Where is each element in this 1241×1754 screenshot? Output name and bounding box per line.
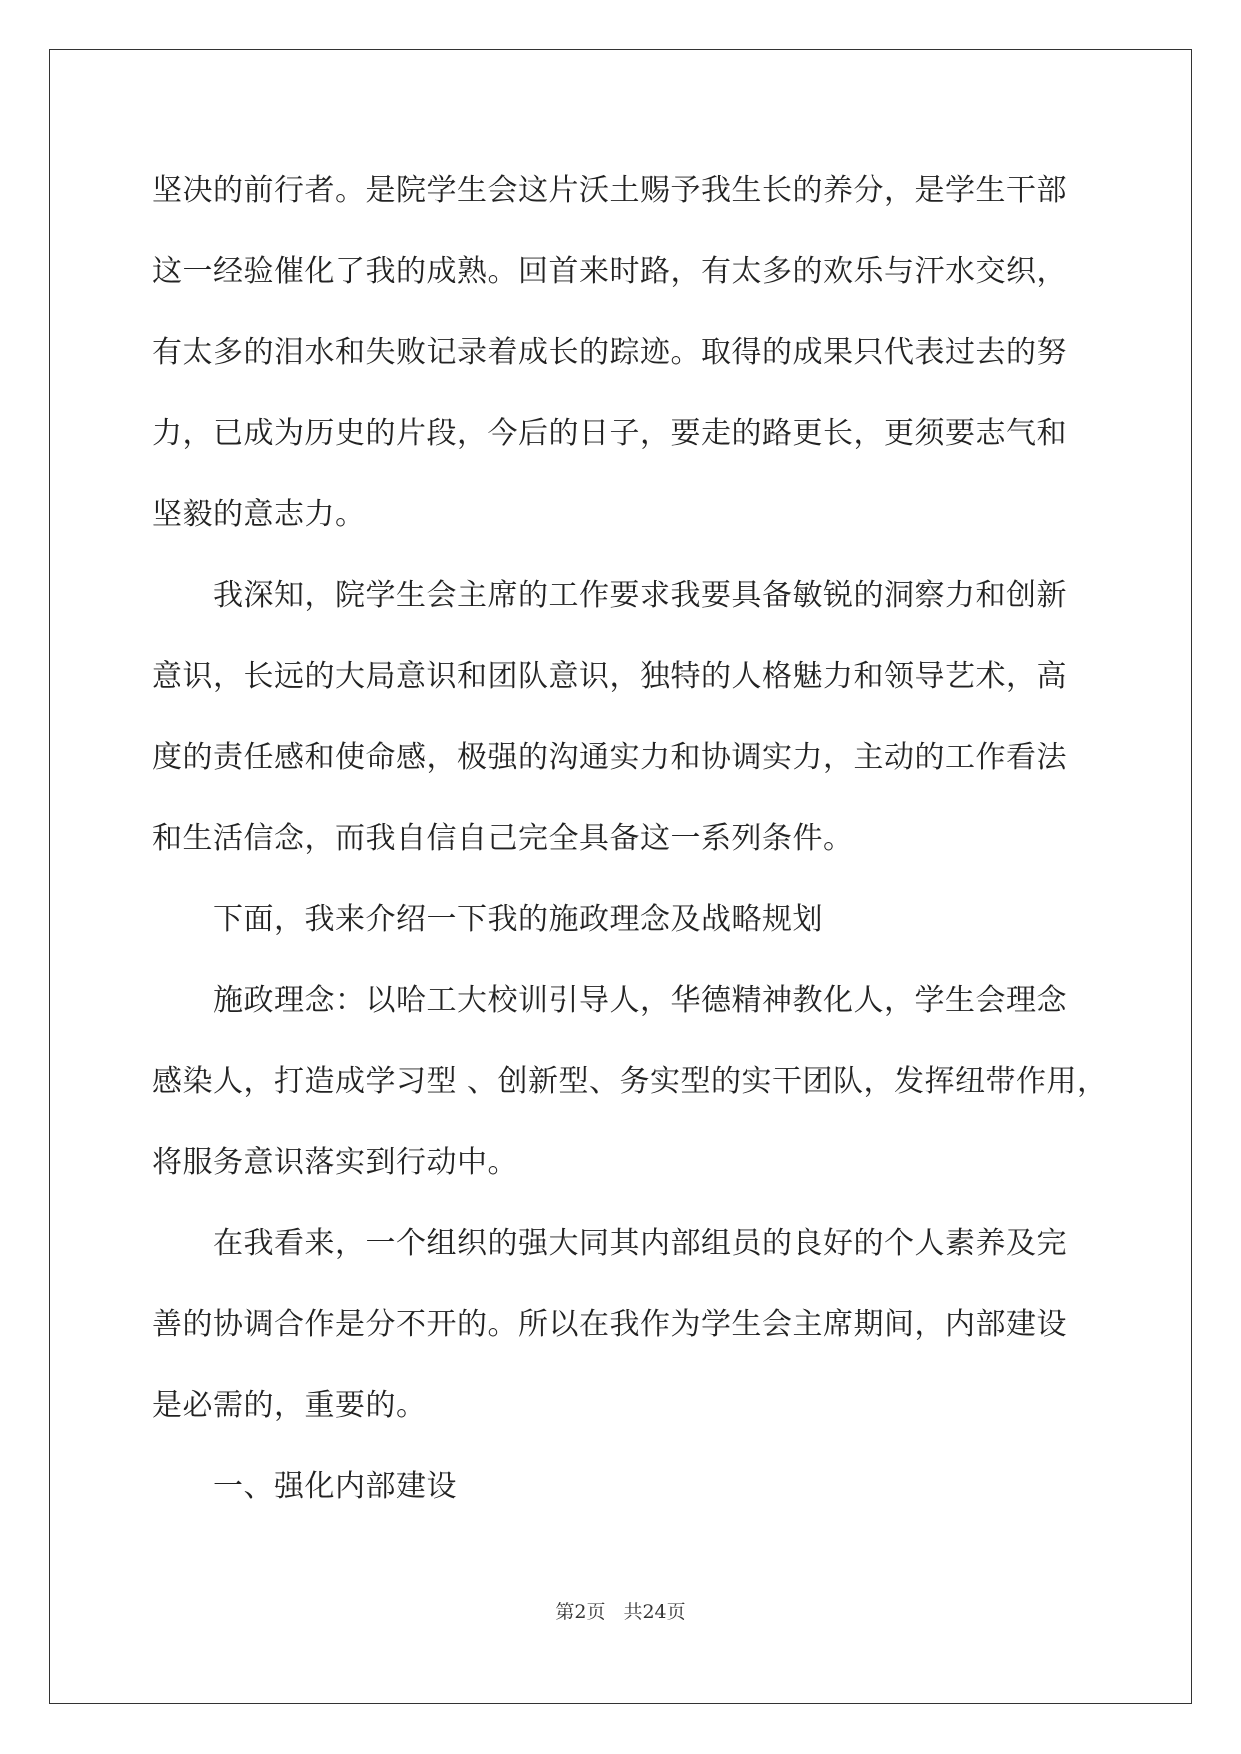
text-line: 我深知，院学生会主席的工作要求我要具备敏锐的洞察力和创新 [152, 578, 1067, 613]
text-line: 在我看来，一个组织的强大同其内部组员的良好的个人素养及完 [152, 1226, 1067, 1261]
text-line: 力，已成为历史的片段，今后的日子，要走的路更长，更须要志气和 [152, 416, 1067, 451]
text-line: 和生活信念，而我自信自己完全具备这一系列条件。 [152, 821, 854, 856]
text-line: 感染人，打造成学习型 、创新型、务实型的实干团队，发挥纽带作用， [152, 1064, 1108, 1099]
text-line: 坚决的前行者。是院学生会这片沃土赐予我生长的养分，是学生干部 [152, 173, 1067, 208]
text-line: 意识，长远的大局意识和团队意识，独特的人格魅力和领导艺术，高 [152, 659, 1067, 694]
text-line: 有太多的泪水和失败记录着成长的踪迹。取得的成果只代表过去的努 [152, 335, 1067, 370]
total-page-count: 共24页 [623, 1601, 686, 1623]
text-line: 善的协调合作是分不开的。所以在我作为学生会主席期间，内部建设 [152, 1307, 1067, 1342]
document-body [152, 165, 1108, 1542]
text-line: 这一经验催化了我的成熟。回首来时路，有太多的欢乐与汗水交织， [152, 254, 1067, 289]
current-page-number: 第2页 [555, 1601, 606, 1623]
text-line: 坚毅的意志力。 [152, 497, 366, 532]
text-line: 将服务意识落实到行动中。 [152, 1145, 518, 1180]
text-line: 下面，我来介绍一下我的施政理念及战略规划 [152, 902, 823, 937]
text-line: 施政理念：以哈工大校训引导人，华德精神教化人，学生会理念 [152, 983, 1067, 1018]
page-footer [0, 1599, 1241, 1625]
text-line: 是必需的，重要的。 [152, 1388, 427, 1423]
section-heading: 一、强化内部建设 [152, 1469, 457, 1504]
text-line: 度的责任感和使命感，极强的沟通实力和协调实力，主动的工作看法 [152, 740, 1067, 775]
